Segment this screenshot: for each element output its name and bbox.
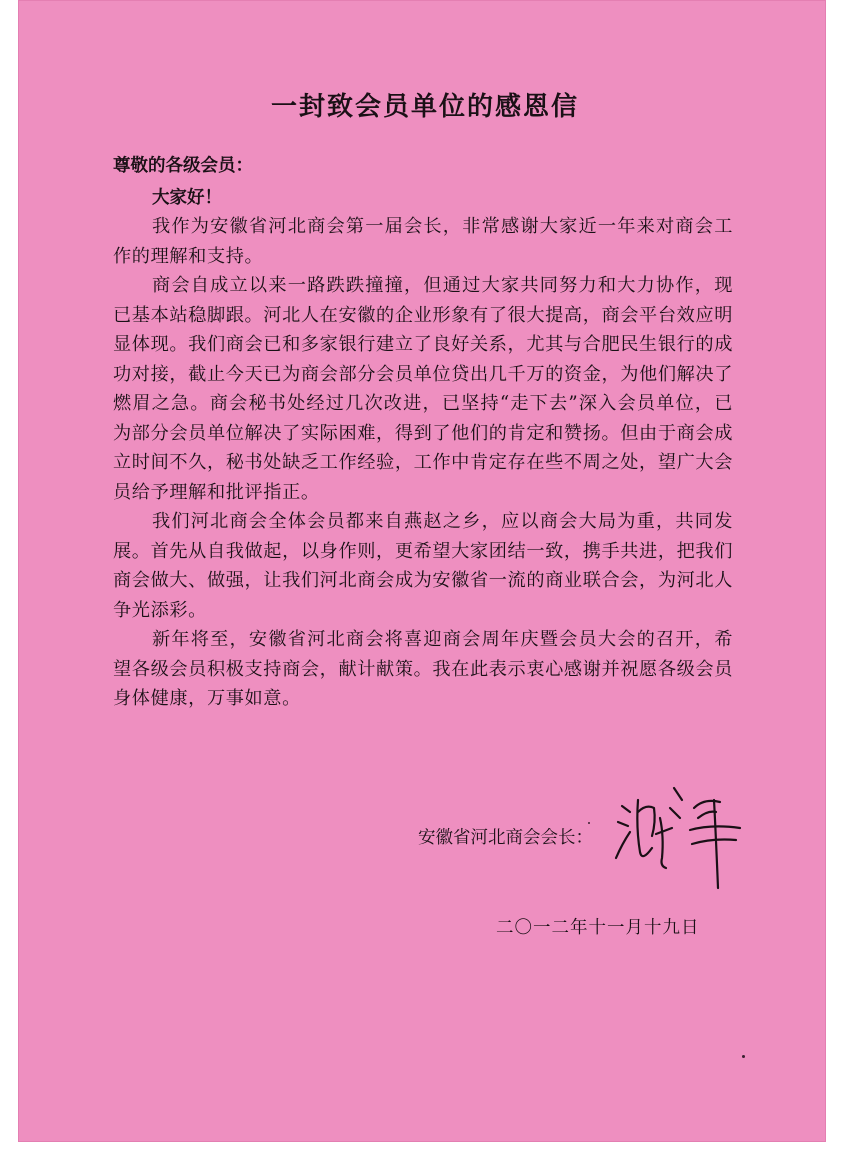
- handwritten-signature: [608, 778, 748, 890]
- letter-salutation: 大家好！: [152, 188, 222, 208]
- paragraph-1: 我作为安徽省河北商会第一届会长，非常感谢大家近一年来对商会工作的理解和支持。: [113, 216, 733, 267]
- letter-greeting: 尊敬的各级会员：: [113, 156, 253, 176]
- paper-speck: [742, 1055, 745, 1058]
- paragraph-4: 新年将至，安徽省河北商会将喜迎商会周年庆暨会员大会的召开，希望各级会员积极支持商会，献计献策。我在此表示衷心感谢并祝愿各级会员身体健康，万事如意。: [113, 629, 733, 709]
- letter-title: 一封致会员单位的感恩信: [270, 92, 579, 122]
- signatory-label: 安徽省河北商会会长：: [418, 828, 593, 848]
- paragraph-2: 商会自成立以来一路跌跌撞撞，但通过大家共同努力和大力协作，现已基本站稳脚跟。河北人在安徽的企业形象有了很大提高，商会平台效应明显体现。我们商会已和多家银行建立了良好关系，尤其与合肥民生银行的成功对接，截止今天已为商会部分会员单位贷出几千万的资金，为他们解决了燃眉之急。商会秘书处经过几次改进，已坚持“走下去”深入会员单位，已为部分会员单位解决了实际困难，得到了他们的肯定和赞扬。但由于商会成立时间不久，秘书处缺乏工作经验，工作中肯定存在些不周之处，望广大会员给予理解和批评指正。: [113, 275, 733, 503]
- paragraph-3: 我们河北商会全体会员都来自燕赵之乡，应以商会大局为重，共同发展。首先从自我做起，以身作则，更希望大家团结一致，携手共进，把我们商会做大、做强，让我们河北商会成为安徽省一流的商业联合会，为河北人争光添彩。: [113, 511, 733, 621]
- paper-speck: [588, 822, 590, 824]
- letter-date: 二〇一二年十一月十九日: [496, 918, 700, 938]
- letter-body: [113, 212, 733, 714]
